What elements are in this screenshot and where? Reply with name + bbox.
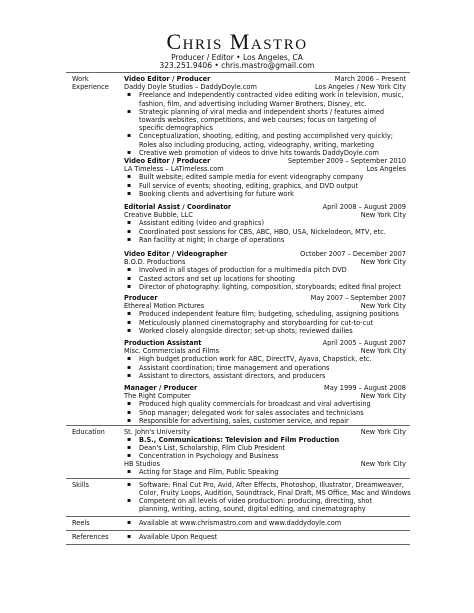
job-dates: March 2006 – Present (334, 75, 406, 83)
job-duty-text: Assistant editing (video and graphics) (139, 219, 265, 228)
job-header (124, 250, 406, 258)
job-duty-line (127, 326, 406, 335)
bullet-icon: ▪ (127, 497, 132, 504)
skills-line (139, 505, 406, 513)
job-duty-line (127, 148, 406, 157)
job-header (124, 203, 406, 211)
section-divider (66, 516, 410, 517)
job-company: Misc. Commercials and Films (124, 347, 220, 356)
job-duty-line (139, 116, 406, 124)
job-duty-text: Worked closely alongside director; set-up shots; reviewed dailies (139, 326, 353, 335)
job-company-row (124, 347, 406, 355)
job-duty-line (127, 173, 406, 182)
job-duty-text: Ran facility at night; in charge of operations (139, 235, 285, 244)
job-duty-line (139, 141, 406, 149)
job-title: Editorial Assist / Coordinator (124, 203, 232, 211)
job-company-row (124, 258, 406, 266)
header-contact: 323.251.9406 • chris.mastro@gmail.com (159, 61, 315, 70)
job-company-row (124, 302, 406, 310)
resume-name: Chris Mastro (166, 29, 308, 54)
job-dates: October 2007 – December 2007 (300, 250, 406, 258)
job-duty-text: Strategic planning of viral media and independent shorts / features aimed (139, 107, 385, 116)
job-duty-line (127, 371, 406, 380)
job-location: New York City (360, 347, 406, 356)
education-school-2 (124, 460, 406, 468)
job-duty-text: Booking clients and advertising for future work (139, 189, 294, 198)
education-item-text: Dean's List, Scholarship, Film Club President (139, 444, 285, 452)
bullet-icon: ▪ (127, 318, 132, 326)
job-company: LA Timeless – LATimeless.com (124, 165, 224, 174)
school-location: New York City (360, 428, 406, 436)
skills-line (127, 481, 406, 489)
job-duty-text: Roles also including producing, acting, videography, writing, marketing (139, 140, 375, 149)
skills-line (139, 489, 411, 497)
job-company-row (124, 83, 406, 91)
job-title: Video Editor / Producer (124, 157, 211, 165)
section-divider (66, 425, 410, 426)
bullet-icon: ▪ (127, 371, 132, 379)
section-divider (66, 478, 410, 479)
job-duty-text: Full service of events; shooting, editing, graphics, and DVD output (139, 181, 359, 190)
job-duty-line (127, 235, 406, 244)
job-location: New York City (360, 211, 406, 220)
bullet-icon: ▪ (127, 91, 132, 99)
education-section-label: Education (72, 428, 105, 436)
bullet-icon: ▪ (127, 452, 132, 459)
job-location: New York City (360, 302, 406, 311)
job-company: B.O.D. Productions (124, 258, 186, 267)
job-dates: May 1999 – August 2008 (324, 384, 406, 392)
job-dates: April 2005 – August 2007 (322, 339, 406, 347)
bullet-icon: ▪ (127, 400, 132, 408)
education-item (127, 444, 406, 452)
job-duty-text: High budget production work for ABC, DirectTV, Ayava, Chapstick, etc. (139, 355, 372, 364)
job-location: Los Angeles (366, 165, 406, 174)
education-item-text: Acting for Stage and Film, Public Speaking (139, 468, 279, 476)
job-duty-line (127, 274, 406, 283)
bullet-icon: ▪ (127, 132, 132, 140)
school-name: St. John's University (124, 428, 190, 436)
bullet-icon: ▪ (127, 444, 132, 451)
job-duty-line (127, 227, 406, 236)
job-duty-line (127, 416, 406, 425)
skills-text: Software: Final Cut Pro, Avid, After Effects, Photoshop, Illustrator, Dreamweaver, (139, 481, 404, 489)
bullet-icon: ▪ (127, 282, 132, 290)
bullet-icon: ▪ (127, 274, 132, 282)
job-duty-line (127, 219, 406, 228)
job-duty-text: Meticulously planned cinematography and storyboarding for cut-to-cut (139, 318, 374, 327)
job-dates: September 2009 – September 2010 (287, 157, 406, 165)
bullet-icon: ▪ (127, 189, 132, 197)
bullet-icon: ▪ (127, 519, 132, 526)
education-item (127, 468, 406, 476)
bullet-icon: ▪ (127, 436, 132, 443)
references-text: Available Upon Request (139, 533, 218, 541)
job-duty-line (127, 363, 406, 372)
section-divider (66, 530, 410, 531)
references-line (127, 533, 406, 541)
job-header (124, 75, 406, 83)
school-location: New York City (360, 460, 406, 468)
education-degree (127, 436, 406, 444)
bullet-icon: ▪ (127, 266, 132, 274)
job-duty-line (127, 132, 406, 141)
section-divider (66, 72, 410, 73)
job-company: The Right Computer (124, 392, 191, 401)
degree-text: B.S., Communications: Television and Film Production (139, 436, 340, 444)
references-section-label: References (72, 533, 109, 541)
bullet-icon: ▪ (127, 533, 132, 540)
skills-section-label: Skills (72, 481, 89, 489)
job-duty-line (127, 408, 406, 417)
bullet-icon: ▪ (127, 363, 132, 371)
job-company-row (124, 211, 406, 219)
work-section-label-2: Experience (72, 83, 109, 91)
reels-section-label: Reels (72, 519, 90, 527)
job-header (124, 294, 406, 302)
bullet-icon: ▪ (127, 310, 132, 318)
job-company-row (124, 165, 406, 173)
job-duty-line (127, 189, 406, 198)
job-duty-text: Built website; edited sample media for event videography company (139, 173, 364, 182)
job-duty-text: Assistant coordination; time management and operations (139, 363, 330, 372)
job-location: New York City (360, 258, 406, 267)
job-header (124, 157, 406, 165)
bullet-icon: ▪ (127, 408, 132, 416)
job-dates: April 2008 – August 2009 (322, 203, 406, 211)
job-duty-line (127, 318, 406, 327)
job-duty-line (127, 310, 406, 319)
job-duty-line (127, 181, 406, 190)
job-title: Manager / Producer (124, 384, 198, 392)
education-school-1 (124, 428, 406, 436)
job-company: Creative Bubble, LLC (124, 211, 193, 220)
bullet-icon: ▪ (127, 468, 132, 475)
job-title: Video Editor / Videographer (124, 250, 228, 258)
job-duty-line (127, 107, 406, 116)
job-dates: May 2007 – September 2007 (310, 294, 406, 302)
job-duty-text: Responsible for advertising, sales, customer service, and repair (139, 416, 349, 425)
job-duty-text: Produced independent feature film; budgeting, scheduling, assigning positions (139, 310, 399, 319)
skills-line (127, 497, 406, 505)
skills-text: Color, Fruity Loops, Audition, Soundtrack, Final Draft, MS Office, Mac and Windows (139, 489, 411, 497)
education-item (127, 452, 406, 460)
section-divider (66, 544, 410, 545)
skills-text: planning, writing, acting, sound, digital editing, and cinematography (139, 505, 366, 513)
job-duty-text: Casted actors and set up locations for shooting (139, 274, 295, 283)
job-duty-line (127, 282, 406, 291)
job-duty-text: Coordinated post sessions for CBS, ABC, HBO, USA, Nickelodeon, MTV, etc. (139, 227, 386, 236)
job-company-row (124, 392, 406, 400)
job-duty-text: Shop manager; delegated work for sales associates and technicians (139, 408, 364, 417)
bullet-icon: ▪ (127, 326, 132, 334)
job-duty-text: Assistant to directors, assistant directors, and producers (139, 371, 326, 380)
reels-text[interactable]: Available at www.chrismastro.com and www.daddydoyle.com (139, 519, 342, 527)
job-company: Ethereal Motion Pictures (124, 302, 205, 311)
job-duty-line (139, 100, 406, 108)
bullet-icon: ▪ (127, 148, 132, 156)
job-duty-text: Produced high quality commercials for broadcast and viral advertising (139, 400, 371, 409)
job-company: Daddy Doyle Studios – DaddyDoyle.com (124, 83, 257, 92)
job-header (124, 339, 406, 347)
header-subtitle: Producer / Editor • Los Angeles, CA (171, 53, 303, 62)
job-title: Video Editor / Producer (124, 75, 211, 83)
job-duty-text: specific demographics (139, 124, 213, 133)
job-duty-line (127, 355, 406, 364)
bullet-icon: ▪ (127, 219, 132, 227)
bullet-icon: ▪ (127, 181, 132, 189)
bullet-icon: ▪ (127, 355, 132, 363)
education-item-text: Concentration in Psychology and Business (139, 452, 279, 460)
job-title: Producer (124, 294, 158, 302)
job-location: New York City (360, 392, 406, 401)
bullet-icon: ▪ (127, 481, 132, 488)
job-title: Production Assistant (124, 339, 202, 347)
job-duty-text: Involved in all stages of production for a multimedia pitch DVD (139, 266, 347, 275)
bullet-icon: ▪ (127, 227, 132, 235)
job-duty-text: Freelance and independently contracted video editing work in television, music, (139, 91, 404, 100)
job-duty-text: fashion, film, and advertising including Warner Brothers, Disney, etc. (139, 99, 367, 108)
bullet-icon: ▪ (127, 173, 132, 181)
bullet-icon: ▪ (127, 235, 132, 243)
school-name: HB Studios (124, 460, 161, 468)
job-duty-line (127, 266, 406, 275)
bullet-icon: ▪ (127, 107, 132, 115)
job-duty-line (127, 400, 406, 409)
job-duty-text: Creative web promotion of videos to drive hits towards DaddyDoyle.com (139, 148, 379, 157)
job-duty-line (127, 91, 406, 100)
work-section-label: Work (72, 75, 89, 83)
job-duty-text: Director of photography: lighting, composition, storyboards; edited final project (139, 282, 402, 291)
job-duty-text: Conceptualization, shooting, editing, and posting accomplished very quickly; (139, 132, 394, 141)
skills-text: Competent on all levels of video production: producing, directing, shot (139, 497, 373, 505)
job-header (124, 384, 406, 392)
job-location: Los Angeles / New York City (314, 83, 406, 92)
job-duty-line (139, 124, 406, 132)
reels-line (127, 519, 406, 527)
bullet-icon: ▪ (127, 416, 132, 424)
job-duty-text: towards websites, competitions, and web courses; focus on targeting of (139, 116, 377, 124)
